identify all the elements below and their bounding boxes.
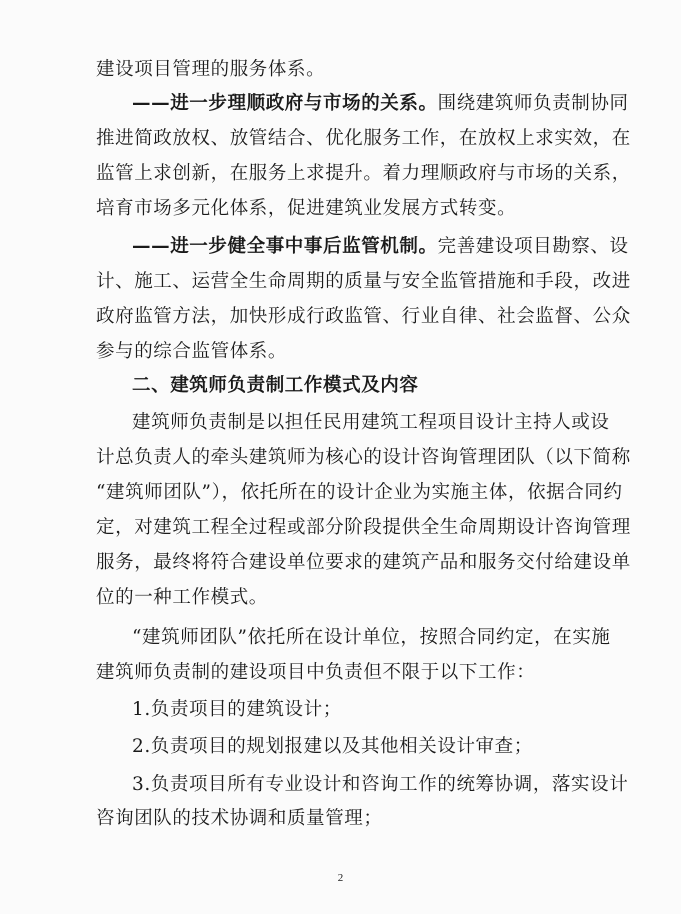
paragraph-4-line-1: 建筑师负责制是以担任民用建筑工程项目设计主持人或设 [132, 412, 610, 433]
section-2-heading: 二、建筑师负责制工作模式及内容 [132, 375, 419, 396]
page-number: 2 [337, 872, 344, 884]
paragraph-2-line-2: 推进简政放权、放管结合、优化服务工作，在放权上求实效，在 [96, 128, 631, 149]
paragraph-5-line-2: 建筑师负责制的建设项目中负责但不限于以下工作： [96, 662, 536, 683]
paragraph-4-line-6: 位的一种工作模式。 [96, 587, 268, 608]
list-item-2: 2.负责项目的规划报建以及其他相关设计审查； [132, 736, 533, 757]
paragraph-3-line-1 [132, 235, 629, 259]
paragraph-5-line-1: “建筑师团队”依托所在设计单位，按照合同约定，在实施 [132, 627, 611, 648]
paragraph-3-line-3: 政府监管方法，加快形成行政监管、行业自律、社会监督、公众 [96, 306, 631, 327]
list-item-1: 1.负责项目的建筑设计； [132, 699, 342, 720]
paragraph-3-lead: ——进一步健全事中事后监管机制。 [132, 236, 438, 257]
list-item-3-line-2: 咨询团队的技术协调和质量管理； [96, 808, 383, 829]
paragraph-4-line-3: “建筑师团队”），依托所在的设计企业为实施主体，依据合同约 [96, 482, 623, 503]
paragraph-2-line-4: 培育市场多元化体系，促进建筑业发展方式转变。 [96, 198, 517, 219]
paragraph-4-line-4: 定，对建筑工程全过程或部分阶段提供全生命周期设计咨询管理 [96, 517, 631, 538]
paragraph-3-line-1-rest: 完善建设项目勘察、设 [437, 236, 629, 257]
paragraph-4-line-5: 服务，最终将符合建设单位要求的建筑产品和服务交付给建设单 [96, 552, 631, 573]
paragraph-2-line-3: 监管上求创新，在服务上求提升。着力理顺政府与市场的关系， [96, 163, 631, 184]
list-item-3-line-1: 3.负责项目所有专业设计和咨询工作的统筹协调，落实设计 [132, 774, 629, 795]
paragraph-4-line-2: 计总负责人的牵头建筑师为核心的设计咨询管理团队（以下简称 [96, 447, 631, 468]
paragraph-2-lead: ——进一步理顺政府与市场的关系。 [132, 93, 438, 114]
paragraph-3-line-2: 计、施工、运营全生命周期的质量与安全监管措施和手段，改进 [96, 271, 631, 292]
paragraph-2-line-1 [132, 92, 629, 116]
paragraph-2-line-1-rest: 围绕建筑师负责制协同 [437, 93, 629, 114]
paragraph-1-last-line: 建设项目管理的服务体系。 [96, 59, 326, 80]
paragraph-3-line-4: 参与的综合监管体系。 [96, 341, 288, 362]
